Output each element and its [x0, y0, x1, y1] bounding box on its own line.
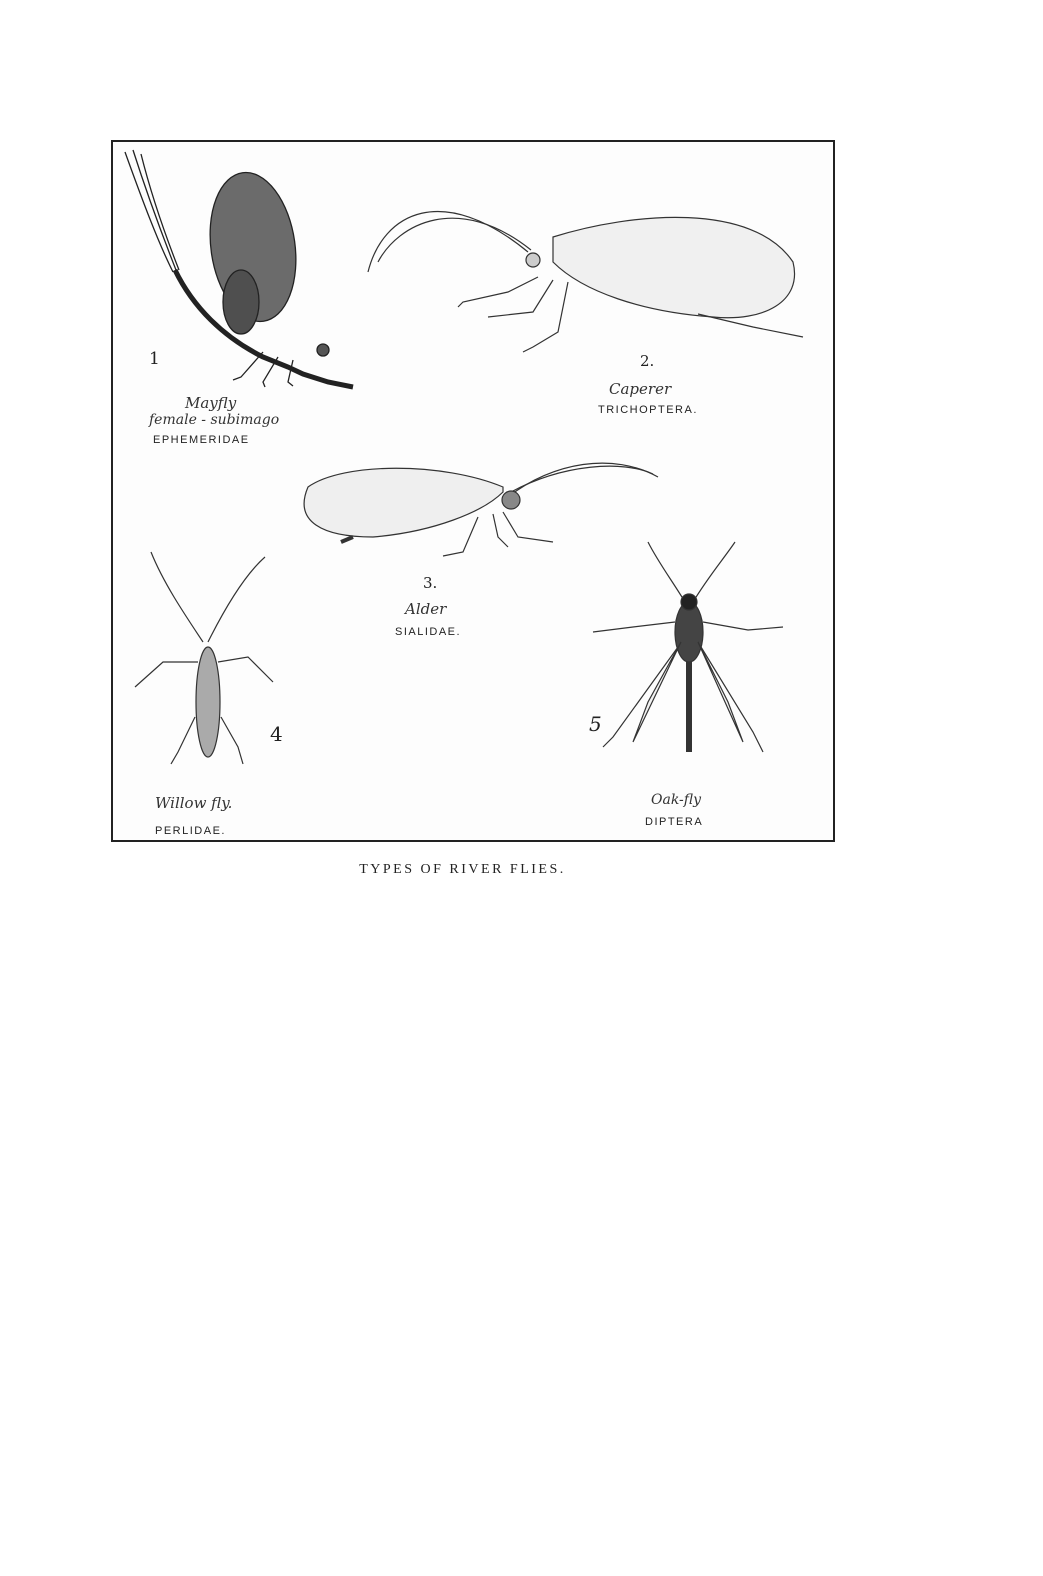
mayfly-note: female - subimago [149, 412, 280, 428]
common-name-oak-fly: Oak-fly [651, 792, 702, 808]
willow-fly-illustration [135, 552, 273, 764]
caperer-illustration [368, 212, 803, 352]
plate-drawings [113, 142, 833, 840]
illustration-plate [111, 140, 835, 842]
figure-number-3: 3. [423, 574, 438, 592]
family-ephemeridae: EPHEMERIDAE [153, 434, 250, 446]
common-name-caperer: Caperer [609, 380, 672, 398]
common-name-alder: Alder [405, 600, 447, 618]
common-name-willow-fly: Willow fly. [155, 794, 233, 812]
plate-caption: TYPES OF RIVER FLIES. [359, 862, 566, 877]
figure-number-1: 1 [149, 349, 160, 369]
family-perlidae: PERLIDAE. [155, 825, 226, 837]
family-trichoptera: TRICHOPTERA. [598, 404, 698, 416]
figure-number-4: 4 [270, 722, 283, 746]
figure-number-5: 5 [589, 712, 602, 736]
figure-number-2: 2. [640, 352, 655, 370]
family-diptera: DIPTERA [645, 816, 704, 828]
family-sialidae: SIALIDAE. [395, 626, 462, 638]
oak-fly-illustration [593, 542, 783, 752]
common-name-mayfly: Mayfly [185, 394, 237, 412]
alder-illustration [304, 463, 658, 556]
